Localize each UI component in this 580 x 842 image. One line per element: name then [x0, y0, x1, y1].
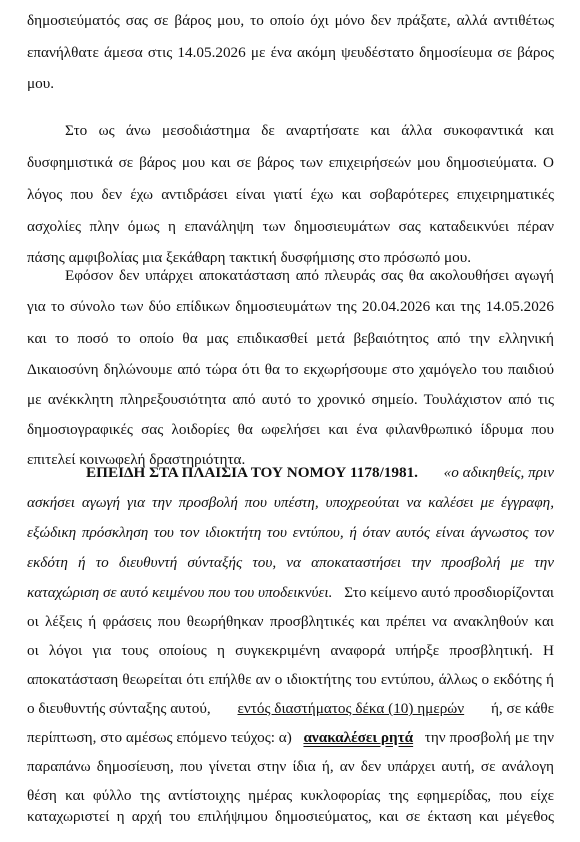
quote-line-end: καταχώριση σε αυτό κειμένου που του υποδεικνύει. [27, 584, 333, 601]
text-line: Δικαιοσύνη δηλώνουμε από τώρα ότι θα το εκχωρήσουμε στο χαμόγελο του παιδιού [27, 361, 554, 378]
text-line: επανήλθατε άμεσα στις 14.05.2026 με ένα ακόμη ψευδέστατο δημοσίευμα σε βάρος [27, 44, 554, 61]
text-line: και το ποσό το οποίο θα μας επιδικασθεί μετά βεβαιότητος από την ελληνική [27, 330, 554, 347]
text-line: θέση και φύλλο της αντίστοιχης ημέρας κυκλοφορίας της εφημερίδας, που είχε [27, 787, 554, 804]
text-line: για το σύνολο των δύο επίδικων δημοσιευμάτων της 20.04.2026 και της 14.05.2026 [27, 298, 554, 315]
text-line: καταχωριστεί η αρχή του επιλήψιμου δημοσιεύματος, και σε έκταση και μέγεθος [27, 808, 554, 825]
text-line [86, 464, 554, 482]
text-line: δυσφημιστικά σε βάρος μου και σε βάρος των επιχειρήσεών μου δημοσιεύματα. Ο [27, 154, 554, 171]
text-line: δημοσιογραφικές σας λοιδορίες θα ωφελήσει και ένα φιλανθρωπικό ίδρυμα που [27, 421, 554, 438]
text-line: επιτελεί κοινωφελή δραστηριότητα. [27, 451, 246, 468]
text-line: οι λέξεις ή φράσεις που θεωρήθηκαν προσβλητικές και πρέπει να ανακληθούν και [27, 613, 554, 630]
text-line: δημοσιεύματός σας σε βάρος μου, το οποίο όχι μόνο δεν πράξατε, αλλά αντιθέτως [27, 12, 554, 29]
text-segment: ο διευθυντής σύνταξης αυτού, [27, 700, 211, 717]
text-line: οι λόγοι για τους οποίους η συγκεκριμένη αναφορά υπήρξε προσβλητική. Η [27, 642, 554, 659]
text-segment: Στο κείμενο αυτό προσδιορίζονται [344, 584, 554, 601]
text-segment: περίπτωση, στο αμέσως επόμενο τεύχος: α) [27, 729, 292, 746]
quote-line: ασκήσει αγωγή για την προσβολή που υπέστη, υποχρεούται να καλέσει με έγγραφη, [27, 494, 554, 511]
text-line [27, 729, 554, 747]
text-line: Εφόσον δεν υπάρχει αποκατάσταση από πλευράς σας θα ακολουθήσει αγωγή [65, 267, 554, 284]
quote-start: «ο αδικηθείς, πριν [443, 464, 554, 481]
bold-underlined-phrase: ανακαλέσει ρητά [303, 729, 414, 746]
text-line: πάσης αμφιβολίας μια ξεκάθαρη τακτική δυσφήμισης στο πρόσωπό μου. [27, 249, 472, 266]
text-line [27, 584, 554, 602]
law-heading: ΕΠΕΙΔΗ ΣΤΑ ΠΛΑΙΣΙΑ ΤΟΥ ΝΟΜΟΥ 1178/1981. [86, 464, 418, 481]
text-line: παραπάνω δημοσίευση, που γίνεται στην ίδια ή, αν δεν υπάρχει αυτή, σε ανάλογη [27, 758, 554, 775]
text-segment: την προσβολή με την [424, 729, 554, 746]
text-line: ασχολίες πλην όμως η επανάληψη των δημοσιευμάτων σας καταδεικνύει πέραν [27, 218, 554, 235]
text-line: Στο ως άνω μεσοδιάστημα δε αναρτήσατε και άλλα συκοφαντικά και [65, 122, 554, 139]
text-line [27, 700, 554, 718]
quote-line: εκδότη ή το διευθυντή σύνταξής του, να αποκαταστήσει την προσβολή με την [27, 554, 554, 571]
quote-line: εξώδικη πρόσκληση του τον ιδιοκτήτη του εντύπου, ή όταν αυτός είναι άγνωστος τον [27, 524, 554, 541]
underlined-deadline: εντός διαστήματος δέκα (10) ημερών [237, 700, 465, 717]
text-line: μου. [27, 75, 55, 92]
text-line: με ανέκκλητη πληρεξουσιότητα από αυτό το χρονικό σημείο. Τουλάχιστον από τις [27, 391, 554, 408]
text-segment: ή, σε κάθε [490, 700, 554, 717]
text-line: λόγος που δεν έχω αντιδράσει είναι γιατί έχω και σοβαρότερες επιχειρηματικές [27, 186, 554, 203]
text-line: αποκατάσταση θεωρείται ότι επήλθε αν ο ιδιοκτήτης του εντύπου, άλλως ο εκδότης ή [27, 671, 554, 688]
